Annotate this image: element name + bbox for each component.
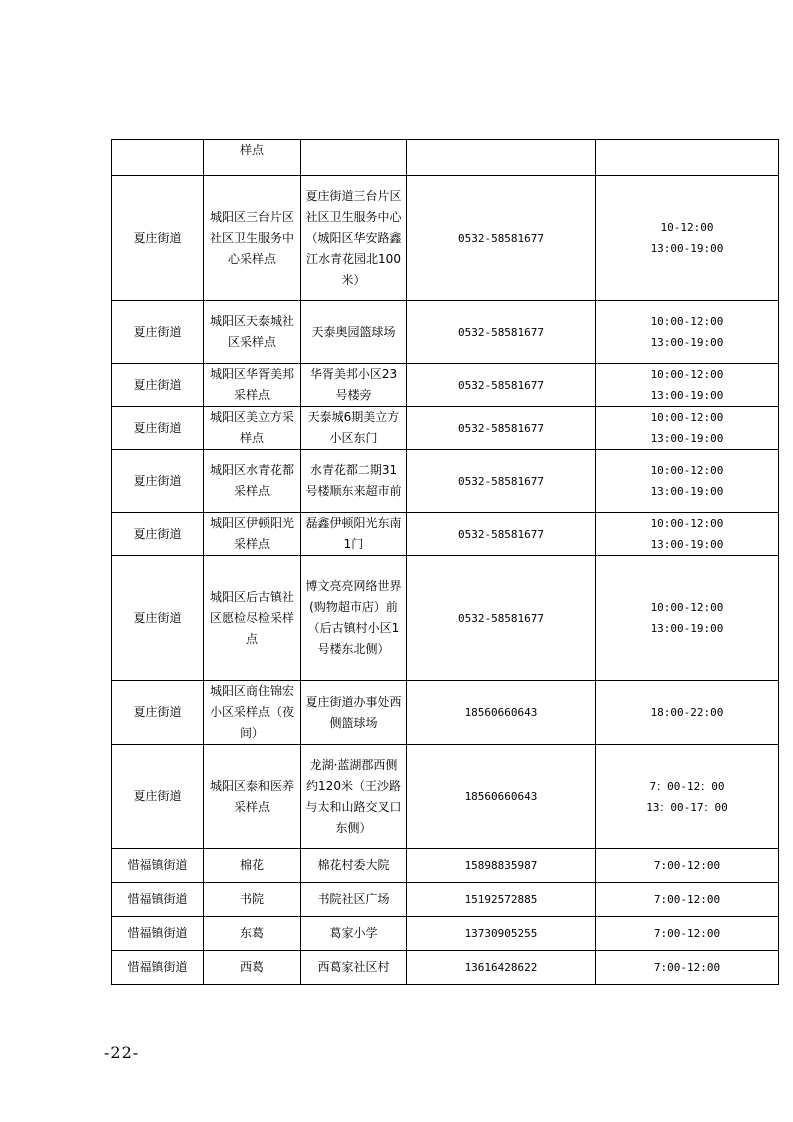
table-row [112, 450, 779, 513]
street-cell: 夏庄街道 [112, 681, 204, 745]
hours-line: 7：00-12：00 [649, 779, 725, 793]
hours-line: 7:00-12:00 [653, 961, 721, 974]
site-cell: 样点 [204, 140, 301, 176]
hours-line: 10:00-12:00 [650, 368, 724, 381]
street-cell: 夏庄街道 [112, 556, 204, 681]
site-cell: 棉花 [204, 849, 301, 883]
address-cell: 天泰城6期美立方小区东门 [301, 407, 407, 450]
street-cell: 惜福镇街道 [112, 951, 204, 985]
site-cell: 城阳区三台片区社区卫生服务中心采样点 [204, 176, 301, 301]
hours-cell [596, 883, 779, 917]
hours-line: 13:00-19:00 [650, 622, 724, 635]
hours-cell [596, 951, 779, 985]
hours-line: 10-12:00 [660, 221, 714, 234]
hours-cell [596, 140, 779, 176]
address-cell: 华胥美邦小区23号楼旁 [301, 364, 407, 407]
hours-cell [596, 450, 779, 513]
site-cell: 城阳区泰和医养采样点 [204, 745, 301, 849]
street-cell: 惜福镇街道 [112, 883, 204, 917]
table-row [112, 883, 779, 917]
hours-cell [596, 745, 779, 849]
hours-line: 13:00-19:00 [650, 485, 724, 498]
hours-cell [596, 176, 779, 301]
table-row [112, 849, 779, 883]
phone-cell: 13730905255 [407, 917, 596, 951]
hours-line: 10:00-12:00 [650, 464, 724, 477]
phone-cell: 18560660643 [407, 745, 596, 849]
hours-line: 7:00-12:00 [653, 927, 721, 940]
table-row [112, 176, 779, 301]
page-number: -22- [104, 1043, 140, 1062]
hours-line: 13:00-19:00 [650, 389, 724, 402]
site-cell: 城阳区天泰城社区采样点 [204, 301, 301, 364]
address-cell: 博文亮亮网络世界(购物超市店）前（后古镇村小区1号楼东北侧） [301, 556, 407, 681]
hours-line: 10:00-12:00 [650, 315, 724, 328]
street-cell: 夏庄街道 [112, 450, 204, 513]
hours-cell [596, 849, 779, 883]
hours-line: 13:00-19:00 [650, 242, 724, 255]
hours-cell [596, 364, 779, 407]
hours-line: 13:00-19:00 [650, 336, 724, 349]
hours-line: 7:00-12:00 [653, 859, 721, 872]
table-row [112, 407, 779, 450]
hours-line: 10:00-12:00 [650, 411, 724, 424]
address-cell: 龙湖·蓝湖郡西侧约120米（王沙路与太和山路交叉口东侧） [301, 745, 407, 849]
table-row [112, 917, 779, 951]
phone-cell: 0532-58581677 [407, 364, 596, 407]
phone-cell: 0532-58581677 [407, 176, 596, 301]
hours-line: 13：00-17：00 [646, 800, 728, 814]
hours-line: 18:00-22:00 [650, 706, 724, 719]
address-cell: 西葛家社区村 [301, 951, 407, 985]
hours-cell [596, 917, 779, 951]
hours-line: 13:00-19:00 [650, 538, 724, 551]
phone-cell: 0532-58581677 [407, 301, 596, 364]
address-cell: 书院社区广场 [301, 883, 407, 917]
street-cell: 夏庄街道 [112, 364, 204, 407]
street-cell: 夏庄街道 [112, 513, 204, 556]
table-row [112, 681, 779, 745]
site-cell: 书院 [204, 883, 301, 917]
table-row [112, 364, 779, 407]
phone-cell: 13616428622 [407, 951, 596, 985]
hours-line: 10:00-12:00 [650, 517, 724, 530]
phone-cell: 15192572885 [407, 883, 596, 917]
phone-cell: 0532-58581677 [407, 513, 596, 556]
phone-cell: 0532-58581677 [407, 556, 596, 681]
site-cell: 城阳区商住锦宏小区采样点（夜间） [204, 681, 301, 745]
sampling-sites-table [111, 139, 779, 985]
hours-cell [596, 681, 779, 745]
hours-line: 13:00-19:00 [650, 432, 724, 445]
hours-line: 7:00-12:00 [653, 893, 721, 906]
address-cell: 天泰奥园篮球场 [301, 301, 407, 364]
hours-cell [596, 513, 779, 556]
sampling-sites-table-container [111, 139, 779, 985]
hours-cell [596, 301, 779, 364]
table-row [112, 140, 779, 176]
site-cell: 城阳区水青花都采样点 [204, 450, 301, 513]
street-cell [112, 140, 204, 176]
table-row [112, 745, 779, 849]
table-row [112, 951, 779, 985]
address-cell: 葛家小学 [301, 917, 407, 951]
site-cell: 城阳区华胥美邦采样点 [204, 364, 301, 407]
address-cell [301, 140, 407, 176]
phone-cell: 0532-58581677 [407, 450, 596, 513]
site-cell: 西葛 [204, 951, 301, 985]
phone-cell: 18560660643 [407, 681, 596, 745]
street-cell: 夏庄街道 [112, 407, 204, 450]
address-cell: 水青花都二期31号楼顺东来超市前 [301, 450, 407, 513]
site-cell: 东葛 [204, 917, 301, 951]
hours-cell [596, 407, 779, 450]
address-cell: 棉花村委大院 [301, 849, 407, 883]
site-cell: 城阳区美立方采样点 [204, 407, 301, 450]
address-cell: 夏庄街道办事处西侧篮球场 [301, 681, 407, 745]
street-cell: 惜福镇街道 [112, 917, 204, 951]
street-cell: 惜福镇街道 [112, 849, 204, 883]
hours-line: 10:00-12:00 [650, 601, 724, 614]
phone-cell [407, 140, 596, 176]
address-cell: 磊鑫伊顿阳光东南1门 [301, 513, 407, 556]
street-cell: 夏庄街道 [112, 745, 204, 849]
table-row [112, 301, 779, 364]
street-cell: 夏庄街道 [112, 301, 204, 364]
hours-cell [596, 556, 779, 681]
table-row [112, 556, 779, 681]
site-cell: 城阳区伊顿阳光采样点 [204, 513, 301, 556]
site-cell: 城阳区后古镇社区愿检尽检采样点 [204, 556, 301, 681]
phone-cell: 15898835987 [407, 849, 596, 883]
address-cell: 夏庄街道三台片区社区卫生服务中心（城阳区华安路鑫江水青花园北100米） [301, 176, 407, 301]
phone-cell: 0532-58581677 [407, 407, 596, 450]
street-cell: 夏庄街道 [112, 176, 204, 301]
table-row [112, 513, 779, 556]
